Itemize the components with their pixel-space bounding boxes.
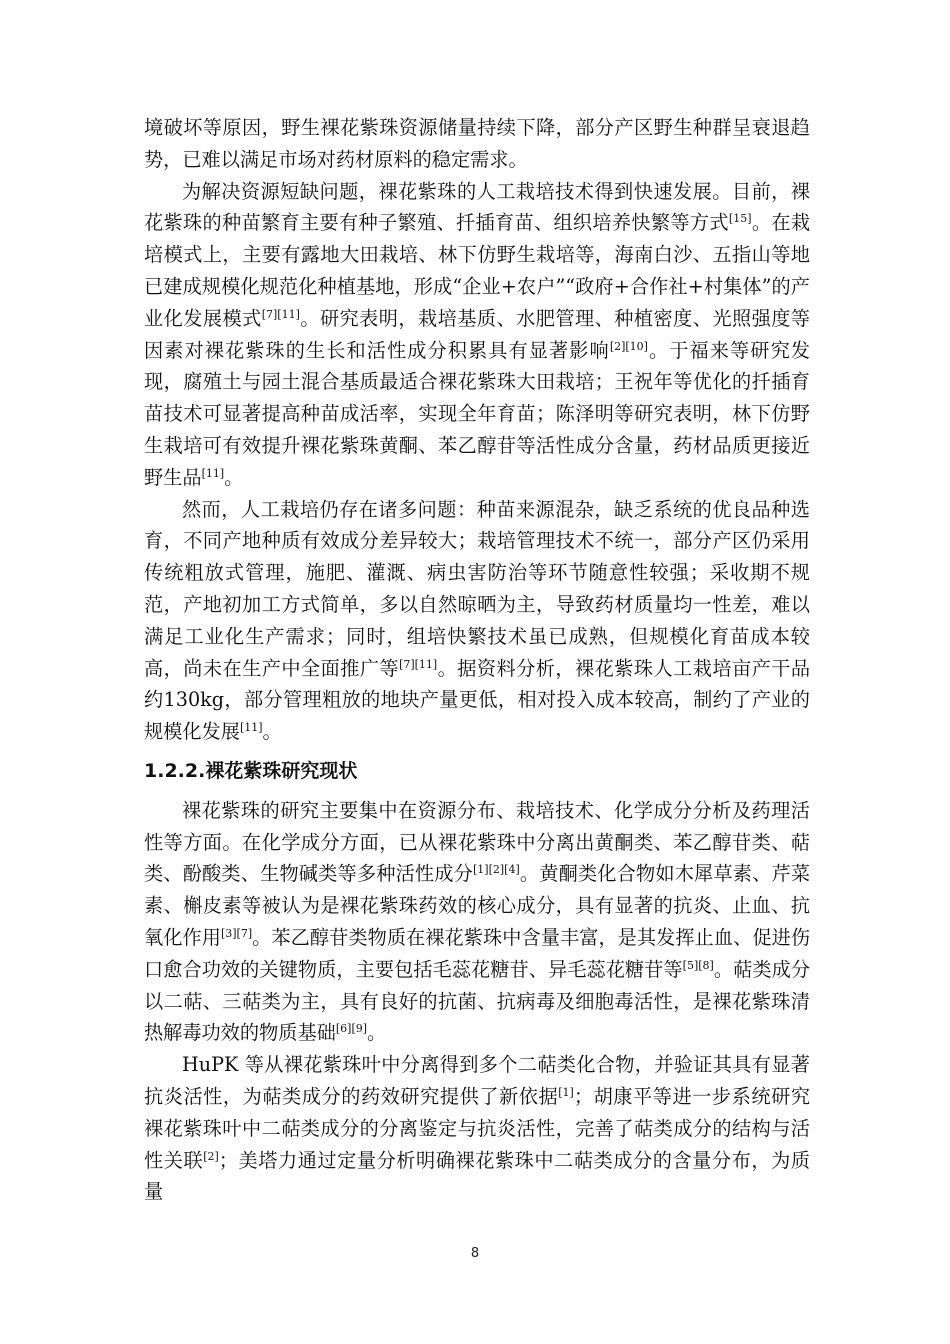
- page-number: 8: [470, 1246, 480, 1261]
- paragraph-text: 。研究表明，栽培基质、水肥管理、种植密度、光照强度等因素对裸花紫珠的生长和活性成分积累具有显著影响: [144, 306, 810, 362]
- citation-ref: [1][2][4]: [472, 863, 520, 877]
- body-paragraph: [144, 112, 810, 176]
- page-body: [144, 112, 810, 1208]
- citation-ref: [3][7]: [220, 926, 253, 940]
- paragraphs-before-heading: [144, 112, 810, 748]
- paragraph-text: 。: [262, 720, 282, 744]
- paragraphs-after-heading: [144, 795, 810, 1208]
- paragraph-text: HuPK 等从裸花紫珠叶中分离得到多个二萜类化合物，并验证其具有显著抗炎活性，为萜类成分的药效研究提供了新依据: [144, 1053, 810, 1108]
- body-paragraph: [144, 795, 810, 1049]
- body-paragraph: [144, 1049, 810, 1208]
- citation-ref: [15]: [728, 212, 752, 226]
- citation-ref: [1]: [558, 1085, 574, 1099]
- paragraph-text: 境破坏等原因，野生裸花紫珠资源储量持续下降，部分产区野生种群呈衰退趋势，已难以满足市场对药材原料的稳定需求。: [144, 116, 810, 171]
- paragraph-text: 裸花紫珠的研究主要集中在资源分布、栽培技术、化学成分分析及药理活性等方面。在化学成分方面，已从裸花紫珠中分离出黄酮类、苯乙醇苷类、萜类、酚酸类、生物碱类等多种活性成分: [144, 798, 810, 886]
- paragraph-text: 。于福来等研究发现，腐殖土与园土混合基质最适合裸花紫珠大田栽培；王祝年等优化的扦插育苗技术可显著提高种苗成活率，实现全年育苗；陈泽明等研究表明，林下仿野生栽培可有效提升裸花紫珠黄酮、苯乙醇苷等活性成分含量，药材品质更接近野生品: [144, 338, 811, 489]
- paragraph-text: 。萜类成分以二萜、三萜类为主，具有良好的抗菌、抗病毒及细胞毒活性，是裸花紫珠清热解毒功效的物质基础: [144, 957, 811, 1045]
- paragraph-text: 然而，人工栽培仍存在诸多问题：种苗来源混杂，缺乏系统的优良品种选育，不同产地种质有效成分差异较大；栽培管理技术不统一，部分产区仍采用传统粗放式管理，施肥、灌溉、病虫害防治等环节随意性较强；采收期不规范，产地初加工方式简单，多以自然晾晒为主，导致药材质量均一性差，难以满足工业化生产需求；同时，组培快繁技术虽已成熟，但规模化育苗成本较高，尚未在生产中全面推广等: [144, 497, 810, 680]
- paragraph-text: 。: [367, 1021, 387, 1045]
- citation-ref: [7][11]: [261, 307, 300, 321]
- paragraph-text: 。: [224, 465, 244, 489]
- paragraph-text: 。在栽培模式上，主要有露地大田栽培、林下仿野生栽培等，海南白沙、五指山等地已建成规模化规范化种植基地，形成“企业+农户”“政府+合作社+村集体”的产业化发展模式: [144, 211, 811, 330]
- paragraph-text: 。黄酮类化合物如木犀草素、芹菜素、槲皮素等被认为是裸花紫珠药效的核心成分，具有显著的抗炎、止血、抗氧化作用: [144, 862, 811, 949]
- citation-ref: [2]: [203, 1149, 219, 1163]
- paragraph-text: ；美塔力通过定量分析明确裸花紫珠中二萜类成分的含量分布，为质量: [144, 1148, 811, 1204]
- section-heading: 1.2.2.裸花紫珠研究现状: [144, 759, 358, 782]
- body-paragraph: [144, 176, 810, 494]
- paragraph-text: 。据资料分析，裸花紫珠人工栽培亩产干品约130kg，部分管理粗放的地块产量更低，相对投入成本较高，制约了产业的规模化发展: [144, 656, 811, 744]
- citation-ref: [7][11]: [399, 657, 438, 671]
- citation-ref: [6][9]: [335, 1022, 368, 1036]
- paragraph-text: 为解决资源短缺问题，裸花紫珠的人工栽培技术得到快速发展。目前，裸花紫珠的种苗繁育主要有种子繁殖、扦插育苗、组织培养快繁等方式: [144, 179, 810, 235]
- citation-ref: [11]: [239, 721, 263, 735]
- paragraph-text: ；胡康平等进一步系统研究裸花紫珠叶中二萜类成分的分离鉴定与抗炎活性，完善了萜类成分的结构与活性关联: [144, 1084, 811, 1172]
- body-paragraph: [144, 494, 810, 748]
- citation-ref: [5][8]: [682, 958, 714, 972]
- citation-ref: [2][10]: [609, 339, 648, 353]
- paragraph-text: 。苯乙醇苷类物质在裸花紫珠中含量丰富，是其发挥止血、促进伤口愈合功效的关键物质，主要包括毛蕊花糖苷、异毛蕊花糖苷等: [144, 925, 811, 981]
- citation-ref: [11]: [201, 466, 225, 480]
